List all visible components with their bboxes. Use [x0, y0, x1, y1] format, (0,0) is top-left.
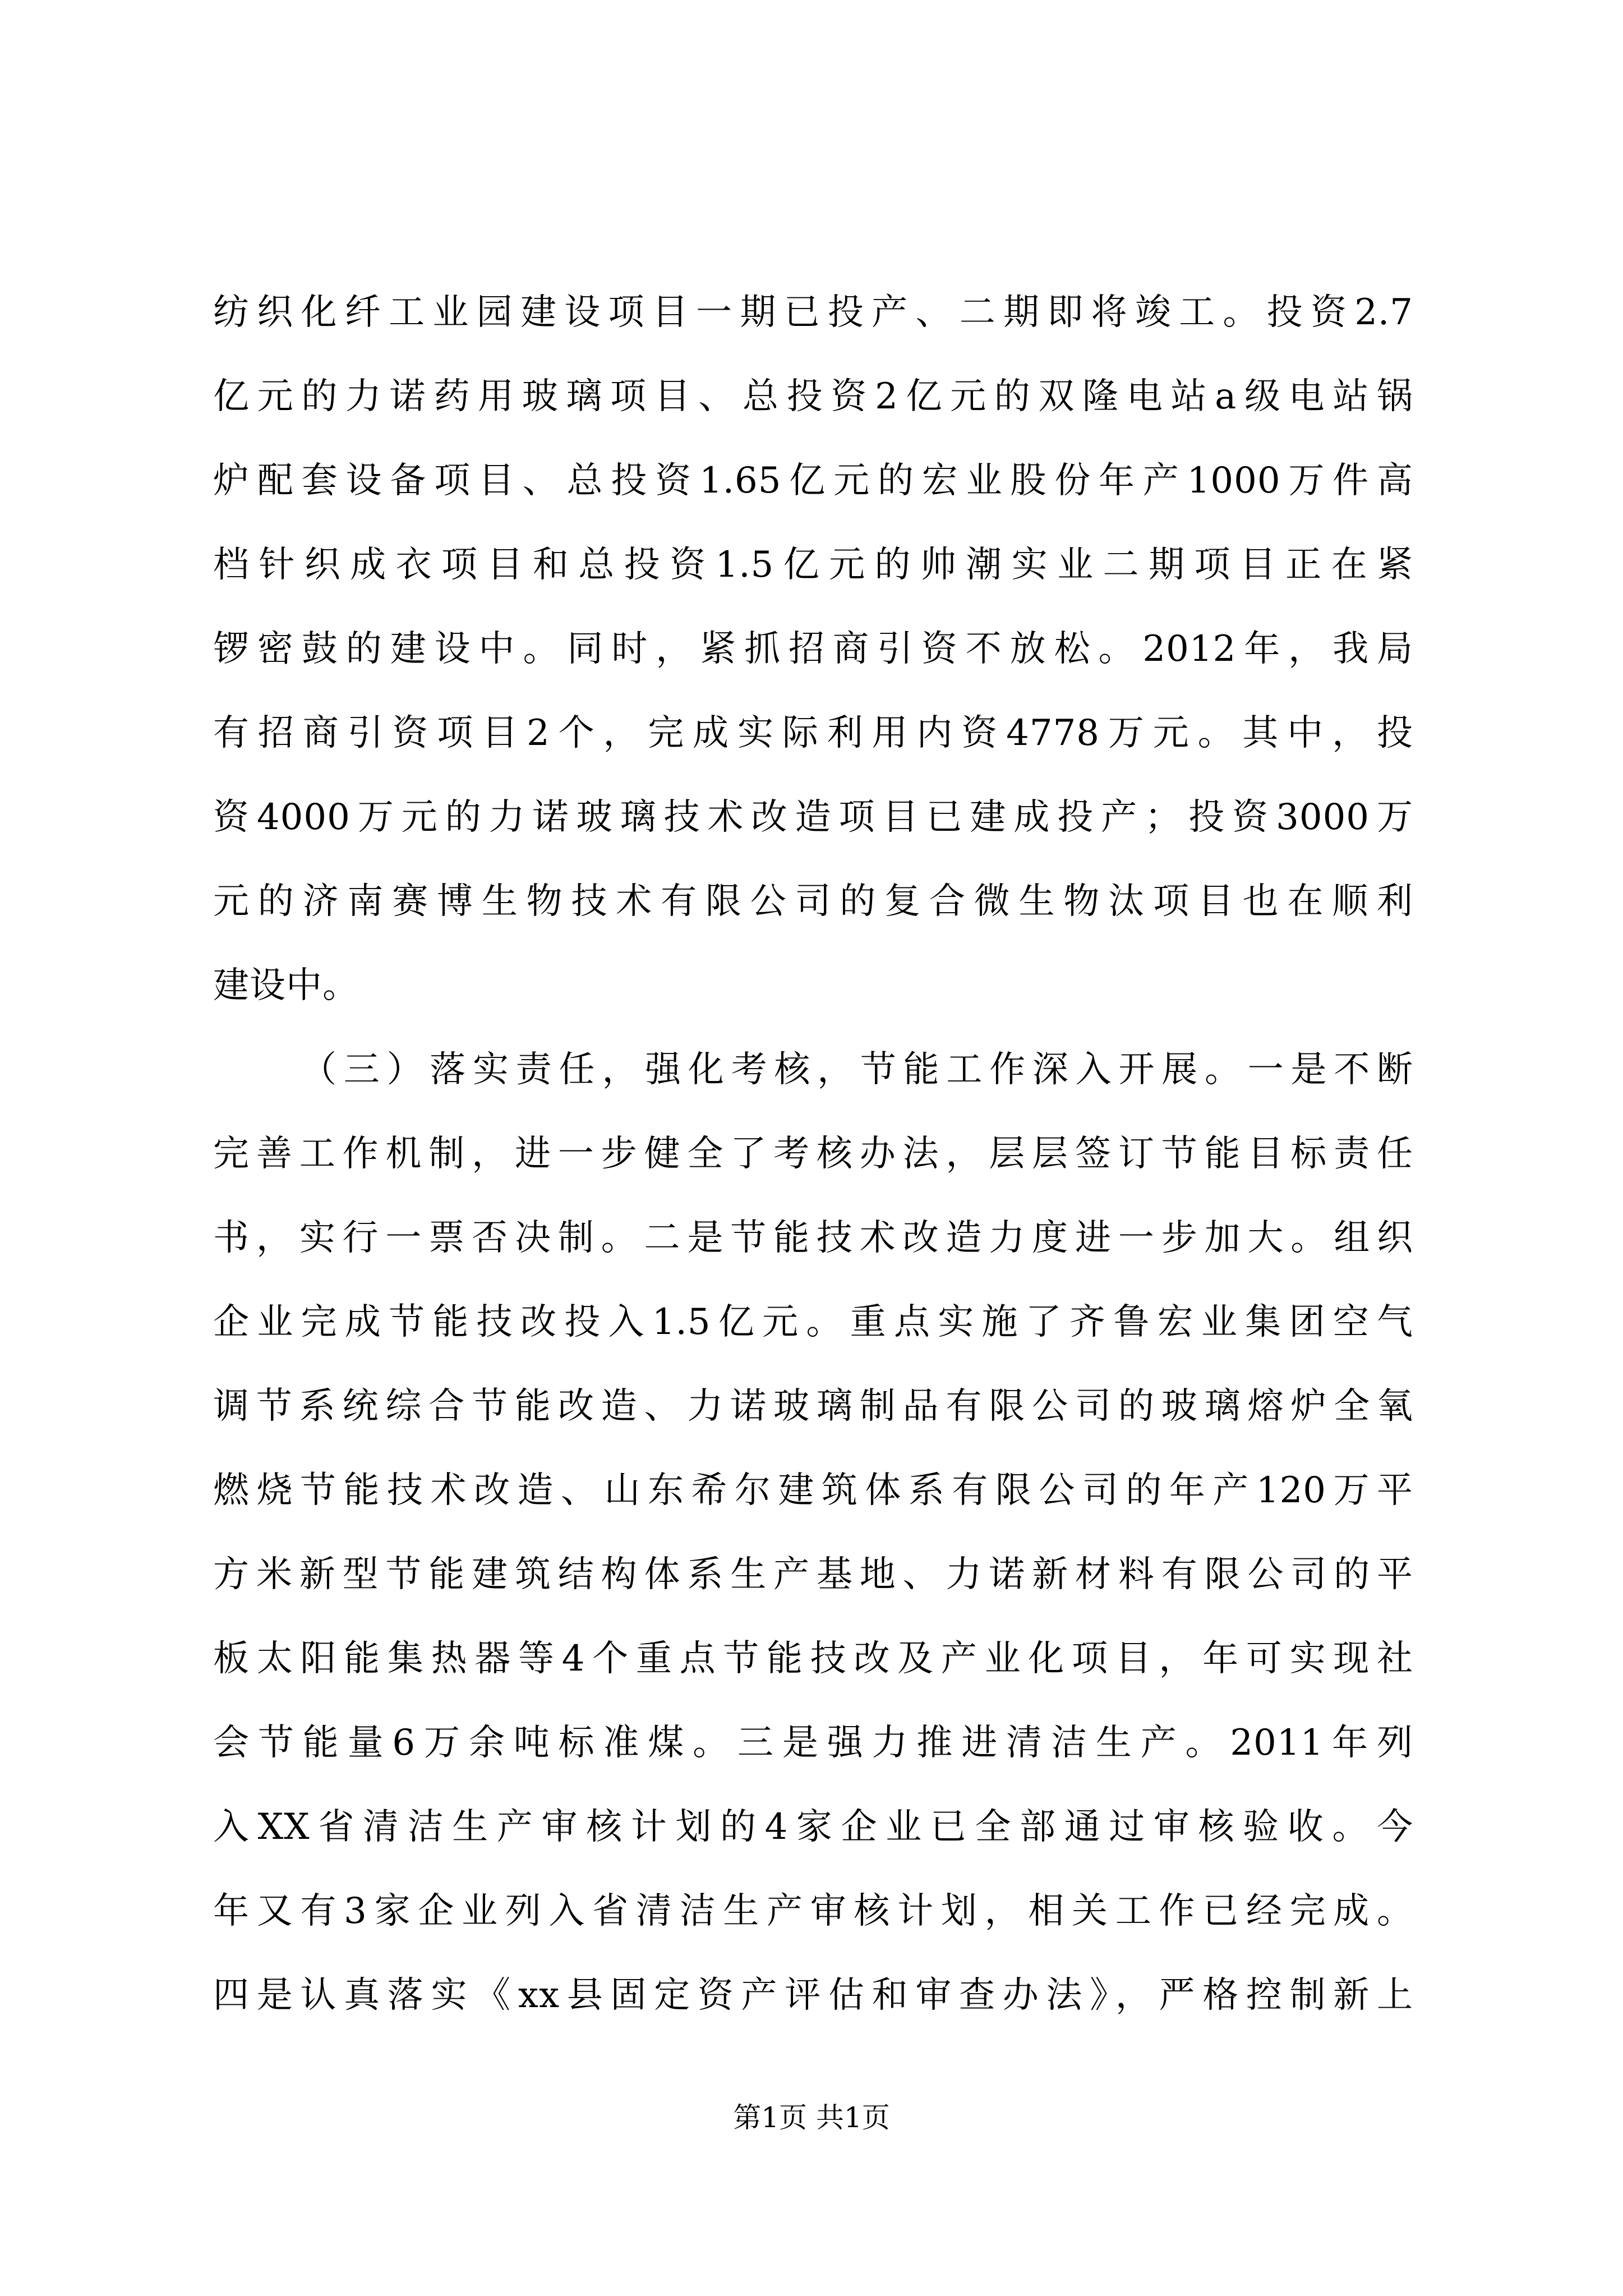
body-line: 有招商引资项目2个，完成实际利用内资4778万元。其中，投: [213, 712, 1413, 754]
body-line: 会节能量6万余吨标准煤。三是强力推进清洁生产。2011年列: [213, 1722, 1413, 1764]
page-footer: 第1页 共1页: [733, 2101, 890, 2134]
body-line: 四是认真落实《xx县固定资产评估和审查办法》，严格控制新上: [213, 1975, 1413, 2016]
body-line: 档针织成衣项目和总投资1.5亿元的帅潮实业二期项目正在紧: [213, 544, 1413, 586]
section-heading-line: （三）落实责任，强化考核，节能工作深入开展。一是不断: [301, 1049, 1413, 1091]
body-line: 完善工作机制，进一步健全了考核办法，层层签订节能目标责任: [213, 1133, 1413, 1175]
body-line: 亿元的力诺药用玻璃项目、总投资2亿元的双隆电站a级电站锅: [213, 376, 1413, 417]
body-line: 年又有3家企业列入省清洁生产审核计划，相关工作已经完成。: [213, 1890, 1413, 1932]
body-line: 调节系统综合节能改造、力诺玻璃制品有限公司的玻璃熔炉全氧: [213, 1386, 1413, 1427]
body-line: 元的济南赛博生物技术有限公司的复合微生物汰项目也在顺利: [213, 881, 1413, 922]
body-line: 书，实行一票否决制。二是节能技术改造力度进一步加大。组织: [213, 1217, 1413, 1259]
body-line: 锣密鼓的建设中。同时，紧抓招商引资不放松。2012年，我局: [213, 628, 1413, 670]
body-line: 方米新型节能建筑结构体系生产基地、力诺新材料有限公司的平: [213, 1554, 1413, 1595]
body-line: 板太阳能集热器等4个重点节能技改及产业化项目，年可实现社: [213, 1638, 1413, 1680]
body-line: 建设中。: [213, 965, 359, 1006]
body-line: 资4000万元的力诺玻璃技术改造项目已建成投产；投资3000万: [213, 797, 1413, 838]
body-line: 炉配套设备项目、总投资1.65亿元的宏业股份年产1000万件高: [213, 460, 1413, 501]
body-line: 入XX省清洁生产审核计划的4家企业已全部通过审核验收。今: [213, 1806, 1413, 1848]
body-line: 企业完成节能技改投入1.5亿元。重点实施了齐鲁宏业集团空气: [213, 1301, 1413, 1343]
body-line: 燃烧节能技术改造、山东希尔建筑体系有限公司的年产120万平: [213, 1470, 1413, 1511]
body-line: 纺织化纤工业园建设项目一期已投产、二期即将竣工。投资2.7: [213, 292, 1413, 333]
